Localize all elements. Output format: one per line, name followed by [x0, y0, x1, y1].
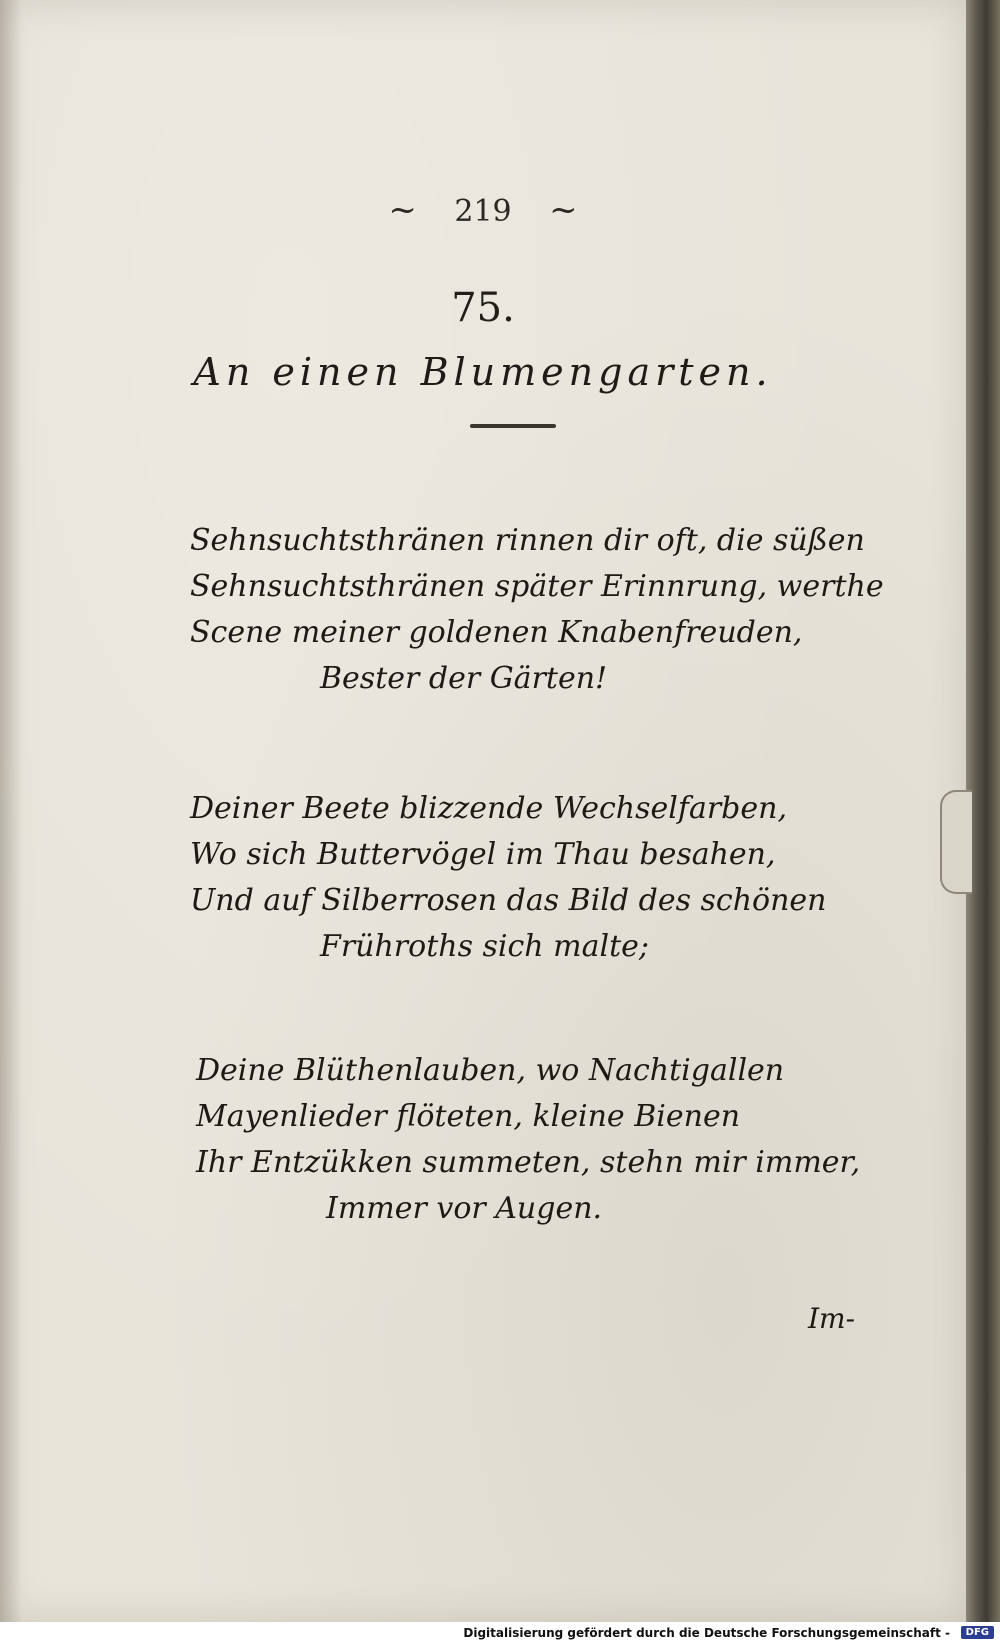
ornament-left-icon: ~ [388, 190, 417, 230]
running-header [0, 190, 966, 230]
stanza-2 [190, 786, 827, 970]
verse-line: Und auf Silberrosen das Bild des schönen [190, 883, 827, 918]
verse-line: Wo sich Buttervögel im Thau besahen, [190, 837, 776, 872]
stanza-3 [196, 1048, 861, 1232]
ornament-right-icon: ~ [549, 190, 578, 230]
dfg-logo: DFG [961, 1626, 994, 1639]
verse-line-short: Frühroths sich malte; [320, 929, 650, 964]
page-tab-notch [940, 790, 972, 894]
catchword: Im- [808, 1302, 856, 1335]
stanza-1 [190, 518, 884, 702]
verse-line: Sehnsuchtsthränen später Erinnrung, werthe [190, 569, 884, 604]
poem-number: 75. [451, 285, 515, 331]
verse-line-short: Immer vor Augen. [326, 1191, 603, 1226]
digitization-footer [0, 1624, 1000, 1643]
page-number: 219 [454, 194, 512, 229]
verse-line: Scene meiner goldenen Knabenfreuden, [190, 615, 803, 650]
verse-line: Sehnsuchtsthränen rinnen dir oft, die süßen [190, 523, 865, 558]
verse-line-short: Bester der Gärten! [320, 661, 608, 696]
verse-line: Mayenlieder flöteten, kleine Bienen [196, 1099, 741, 1134]
title-divider [470, 424, 556, 428]
verse-line: Deine Blüthenlauben, wo Nachtigallen [196, 1053, 785, 1088]
verse-line: Ihr Entzükken summeten, stehn mir immer, [196, 1145, 861, 1180]
gutter-shadow [0, 0, 22, 1622]
footer-credit: Digitalisierung gefördert durch die Deutsche Forschungsgemeinschaft - [463, 1626, 950, 1640]
poem-title: An einen Blumengarten. [193, 350, 773, 394]
verse-line: Deiner Beete blizzende Wechselfarben, [190, 791, 787, 826]
